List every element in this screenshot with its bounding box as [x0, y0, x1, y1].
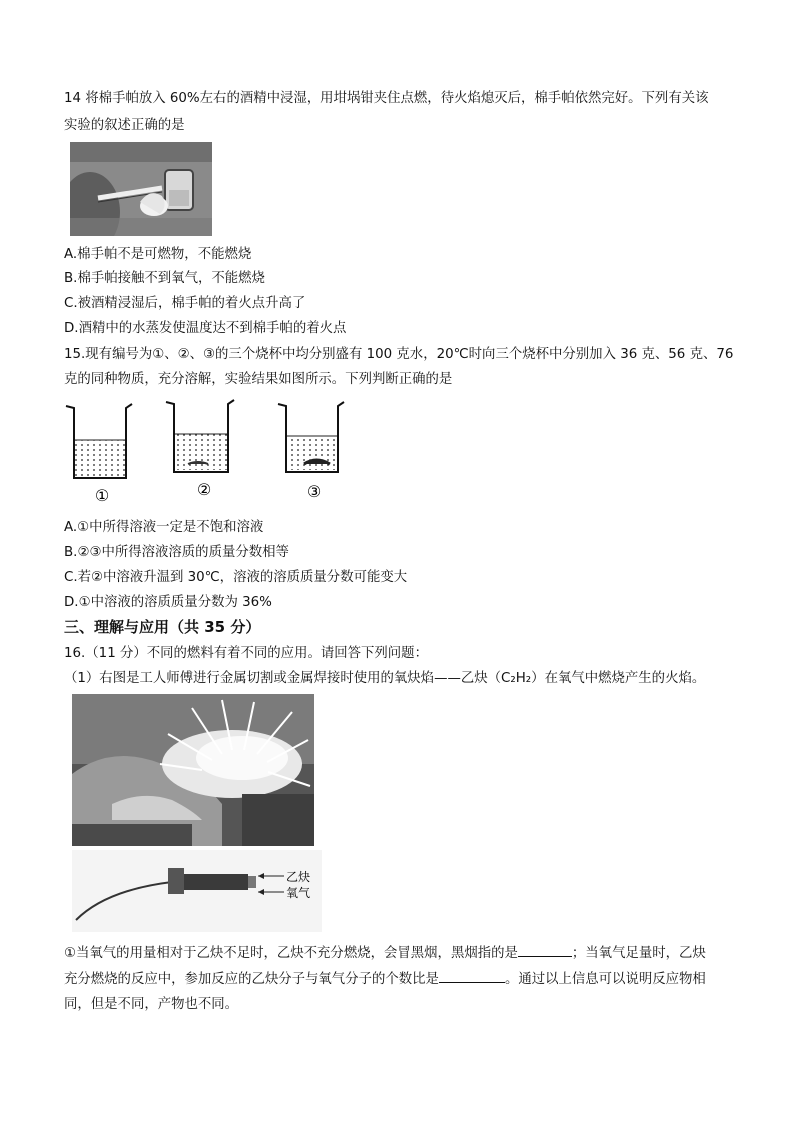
q15-option-d: D.①中溶液的溶质质量分数为 36% [64, 595, 272, 610]
q14-stem-line2: 实验的叙述正确的是 [64, 118, 185, 133]
section-heading: 三、理解与应用（共 35 分） [64, 618, 261, 636]
q15-stem-line1: 15.现有编号为①、②、③的三个烧杯中均分别盛有 100 克水，20℃时向三个烧杯中分别加入 36 克、56 克、76 [64, 347, 734, 362]
q14-option-a: A.棉手帕不是可燃物，不能燃烧 [64, 247, 252, 262]
q14-option-b: B.棉手帕接触不到氧气，不能燃烧 [64, 271, 265, 286]
beaker-label-2: ② [196, 480, 212, 499]
q16-sub2-text-b: 。通过以上信息可以说明反应物相 [504, 972, 706, 987]
q15-option-c: C.若②中溶液升温到 30℃，溶液的溶质质量分数可能变大 [64, 570, 408, 585]
q15-option-a: A.①中所得溶液一定是不饱和溶液 [64, 520, 264, 535]
label-acetylene: 乙炔 [286, 870, 311, 884]
q16-welding-photo [72, 694, 314, 846]
beaker-3 [278, 402, 344, 472]
q16-sub1-text-a: ①当氧气的用量相对于乙炔不足时，乙炔不充分燃烧，会冒黑烟，黑烟指的是 [64, 946, 518, 961]
answer-blank-2[interactable] [439, 969, 505, 983]
q14-stem-line1: 14 将棉手帕放入 60%左右的酒精中浸湿，用坩埚钳夹住点燃，待火焰熄灭后，棉手帕依然完好。下列有关该 [64, 91, 709, 106]
beaker-label-3: ③ [306, 482, 322, 501]
q14-option-c: C.被酒精浸湿后，棉手帕的着火点升高了 [64, 296, 306, 311]
q16-sub2-text-a: 充分燃烧的反应中，参加反应的乙炔分子与氧气分子的个数比是 [64, 972, 439, 987]
beaker-label-1: ① [94, 486, 110, 505]
q16-torch-diagram [72, 850, 322, 932]
q16-sub3: 同，但是不同，产物也不同。 [64, 997, 239, 1012]
beaker-1 [66, 404, 132, 478]
q14-photo [70, 142, 212, 236]
q16-sub1 [64, 943, 706, 963]
beaker-2 [166, 400, 234, 472]
label-oxygen: 氧气 [286, 886, 311, 900]
q16-sub1-text-b: ；当氧气足量时，乙炔 [571, 946, 706, 961]
q15-stem-line2: 克的同种物质，充分溶解，实验结果如图所示。下列判断正确的是 [64, 372, 453, 387]
q14-option-d: D.酒精中的水蒸发使温度达不到棉手帕的着火点 [64, 321, 347, 336]
q15-beakers-figure [62, 398, 352, 508]
q16-stem-line1: 16.（11 分）不同的燃料有着不同的应用。请回答下列问题： [64, 646, 428, 661]
q16-part1: （1）右图是工人师傅进行金属切割或金属焊接时使用的氧炔焰——乙炔（C₂H₂）在氧气中燃烧产生的火焰。 [64, 671, 706, 686]
answer-blank-1[interactable] [518, 943, 572, 957]
q15-option-b: B.②③中所得溶液溶质的质量分数相等 [64, 545, 289, 560]
q16-sub2 [64, 969, 706, 989]
